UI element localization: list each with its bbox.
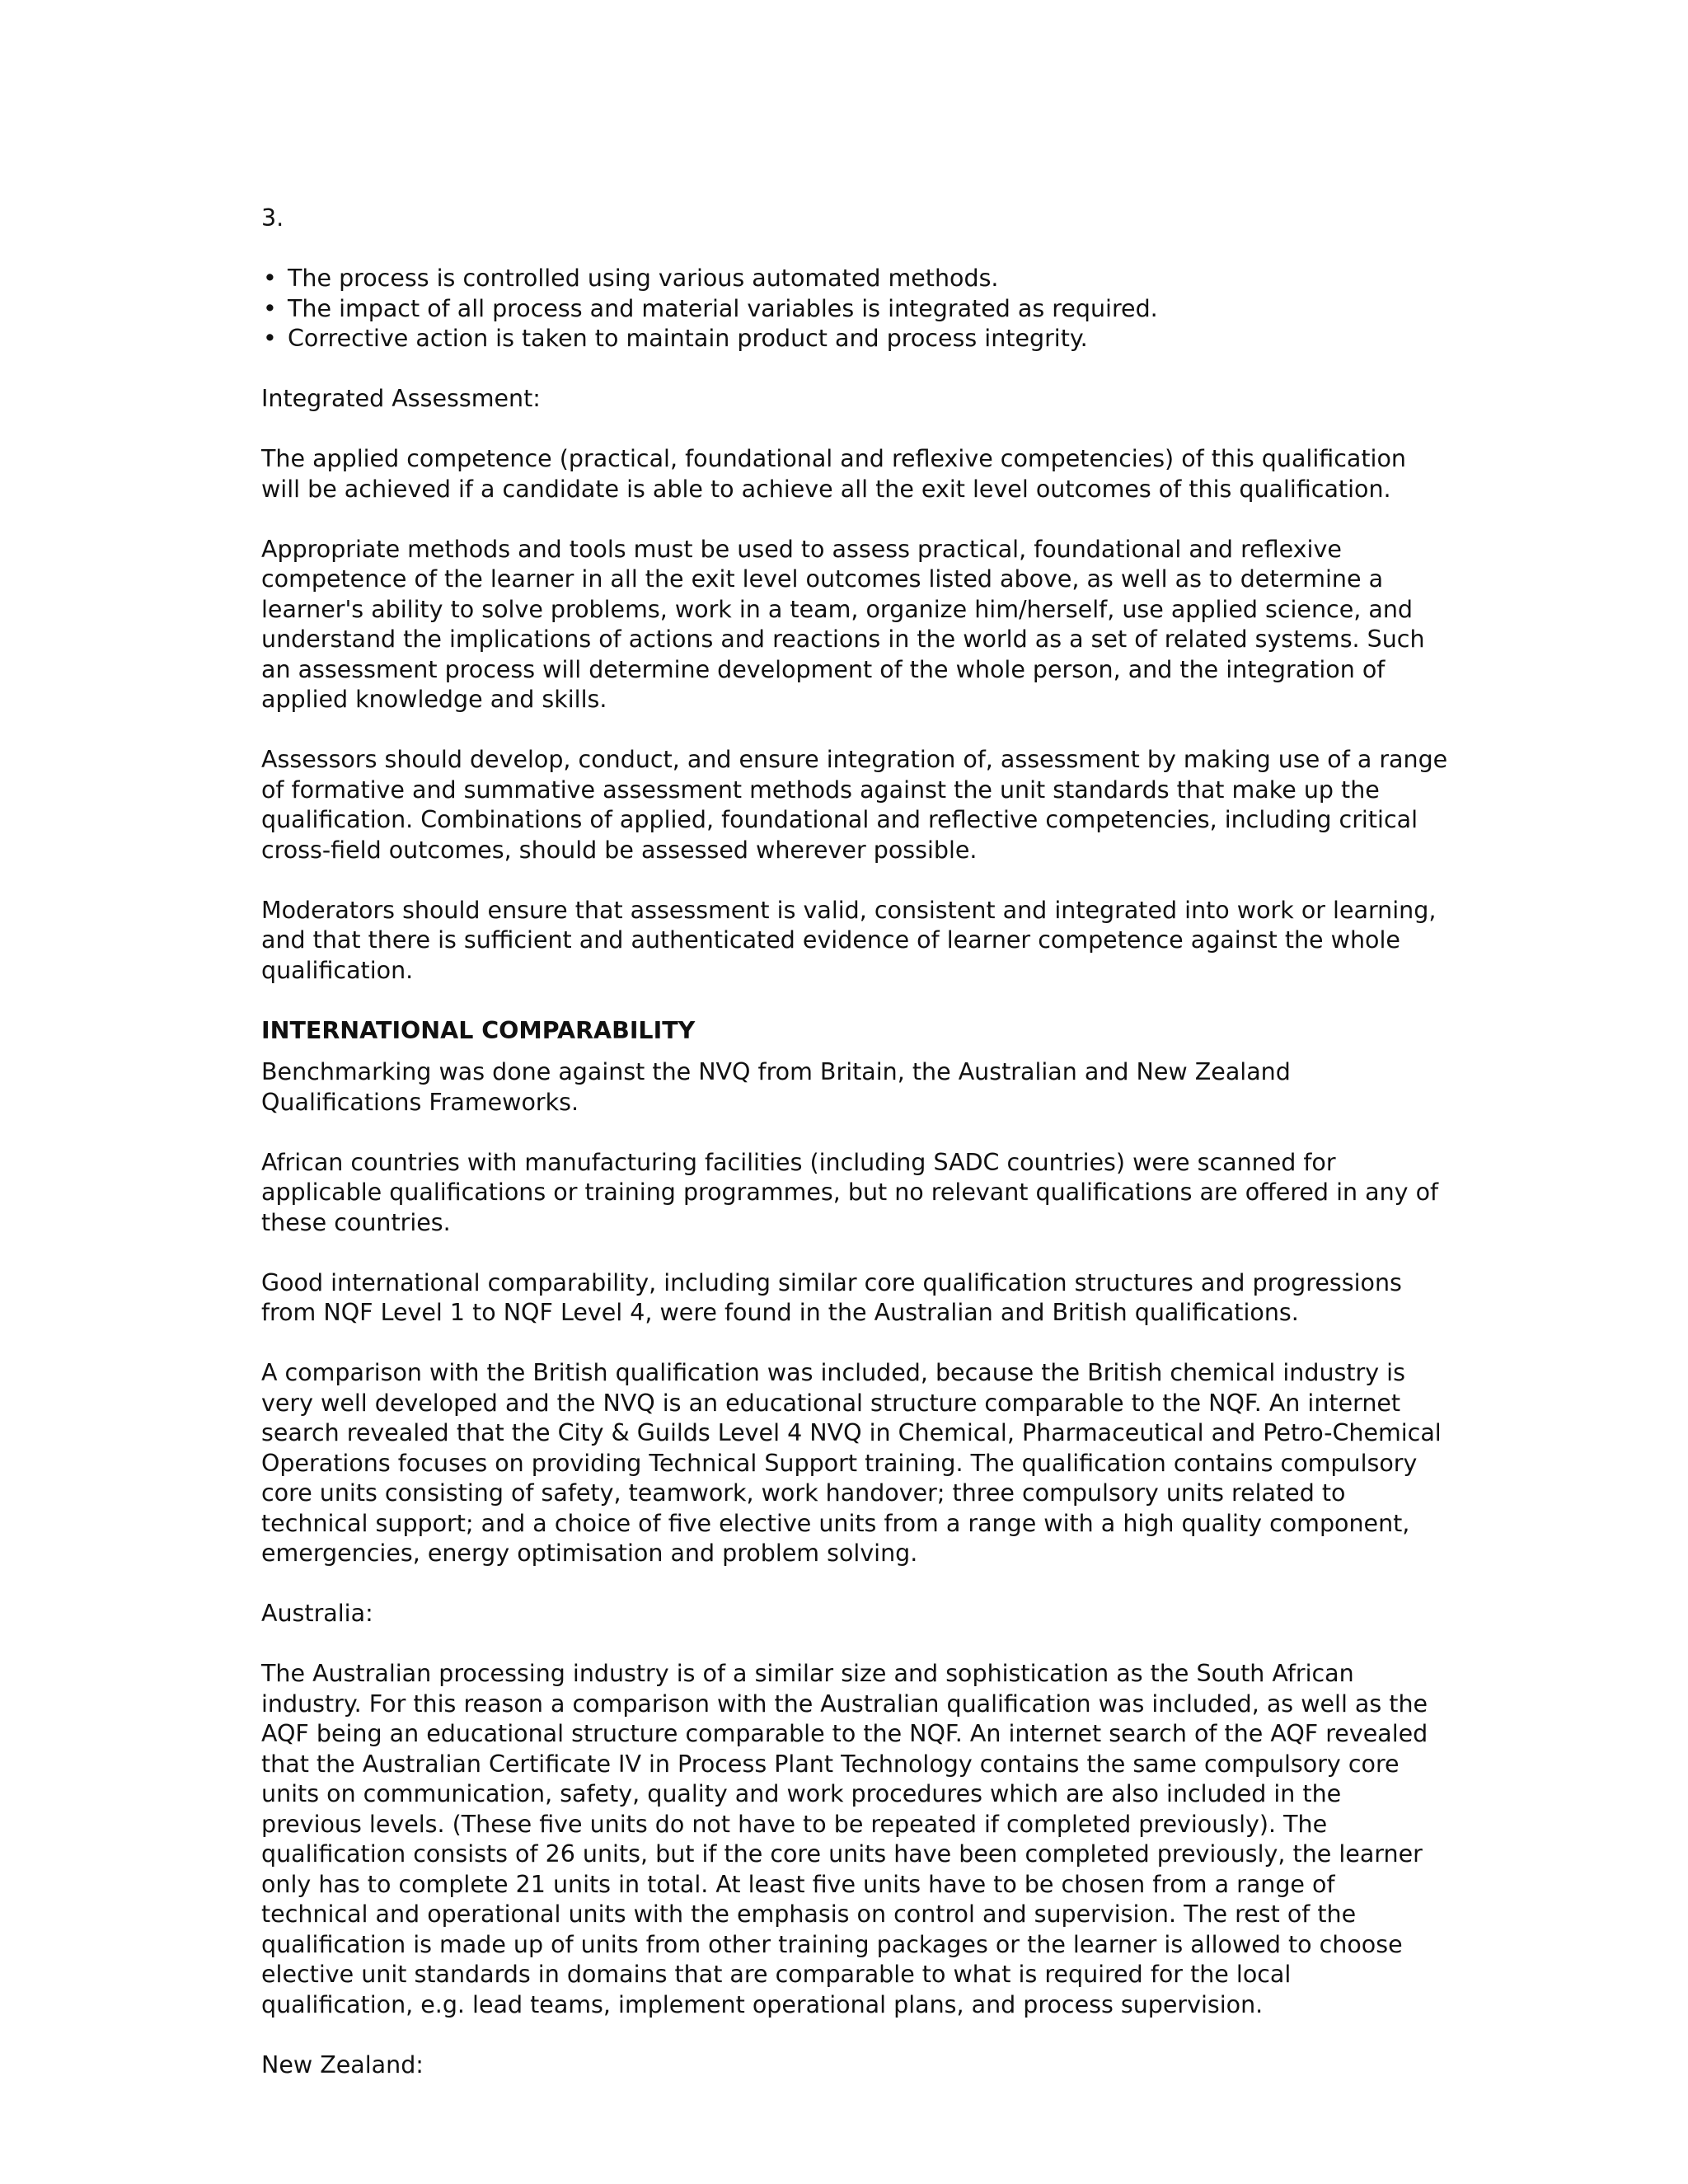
- outcome-bullet-list: [261, 264, 1448, 354]
- bullet-icon: •: [263, 325, 277, 352]
- integrated-assessment-heading: Integrated Assessment:: [261, 385, 541, 412]
- australia-paragraph: The Australian processing industry is of a similar size and sophistication as the South African industry. For this reason a comparison with the Australian qualification was included, as well as the AQF being an educational structure comparable to the NQF. An internet search of the AQF revealed that the Australian Certificate IV in Process Plant Technology contains the same compulsory core units on communication, safety, quality and work procedures which are also included in the previous levels. (These five units do not have to be repeated if completed previously). The qualification consists of 26 units, but if the core units have been completed previously, the learner only has to complete 21 units in total. At least five units have to be chosen from a range of technical and operational units with the emphasis on control and supervision. The rest of the qualification is made up of units from other training packages or the learner is allowed to choose elective unit standards in domains that are comparable to what is required for the local qualification, e.g. lead teams, implement operational plans, and process supervision.: [261, 1660, 1428, 2018]
- list-item: [261, 294, 1448, 325]
- list-item-text: The impact of all process and material variables is integrated as required.: [288, 294, 1158, 322]
- list-item-text: Corrective action is taken to maintain product and process integrity.: [288, 325, 1088, 352]
- comparability-paragraph: Benchmarking was done against the NVQ from Britain, the Australian and New Zealand Qualifications Frameworks.: [261, 1058, 1291, 1116]
- document-page: [261, 204, 1448, 2111]
- international-comparability-heading: INTERNATIONAL COMPARABILITY: [261, 1016, 696, 1044]
- australia-label: Australia:: [261, 1600, 373, 1627]
- comparability-paragraph: African countries with manufacturing facilities (including SADC countries) were scanned for applicable qualifications or training programmes, but no relevant qualifications are offered in any of these countries.: [261, 1148, 1439, 1236]
- bullet-icon: •: [263, 265, 277, 292]
- bullet-icon: •: [263, 294, 277, 322]
- comparability-paragraph: A comparison with the British qualification was included, because the British chemical industry is very well developed and the NVQ is an educational structure comparable to the NQF. An internet search revealed that the City & Guilds Level 4 NVQ in Chemical, Pharmaceutical and Petro-Chemical Operations focuses on providing Technical Support training. The qualification contains compulsory core units consisting of safety, teamwork, work handover; three compulsory units related to technical support; and a choice of five elective units from a range with a high quality component, emergencies, energy optimisation and problem solving.: [261, 1359, 1442, 1567]
- assessment-paragraph: Assessors should develop, conduct, and ensure integration of, assessment by making use of a range of formative and summative assessment methods against the unit standards that make up the qualification. Combinations of applied, foundational and reflective competencies, including critical cross-field outcomes, should be assessed wherever possible.: [261, 746, 1448, 864]
- assessment-paragraph: The applied competence (practical, foundational and reflexive competencies) of this qualification will be achieved if a candidate is able to achieve all the exit level outcomes of this qualification.: [261, 445, 1406, 503]
- assessment-paragraph: Appropriate methods and tools must be used to assess practical, foundational and reflexive competence of the learner in all the exit level outcomes listed above, as well as to determine a learner's ability to solve problems, work in a team, organize him/herself, use applied science, and understand the implications of actions and reactions in the world as a set of related systems. Such an assessment process will determine development of the whole person, and the integration of applied knowledge and skills.: [261, 535, 1425, 713]
- list-item-text: The process is controlled using various automated methods.: [288, 265, 999, 292]
- list-item: [261, 264, 1448, 294]
- comparability-paragraph: Good international comparability, including similar core qualification structures and progressions from NQF Level 1 to NQF Level 4, were found in the Australian and British qualifications.: [261, 1268, 1402, 1326]
- outcome-number: 3.: [261, 204, 284, 232]
- new-zealand-label: New Zealand:: [261, 2050, 424, 2079]
- assessment-paragraph: Moderators should ensure that assessment is valid, consistent and integrated into work or learning, and that there is sufficient and authenticated evidence of learner competence against the whole qualification.: [261, 896, 1437, 984]
- list-item: [261, 324, 1448, 354]
